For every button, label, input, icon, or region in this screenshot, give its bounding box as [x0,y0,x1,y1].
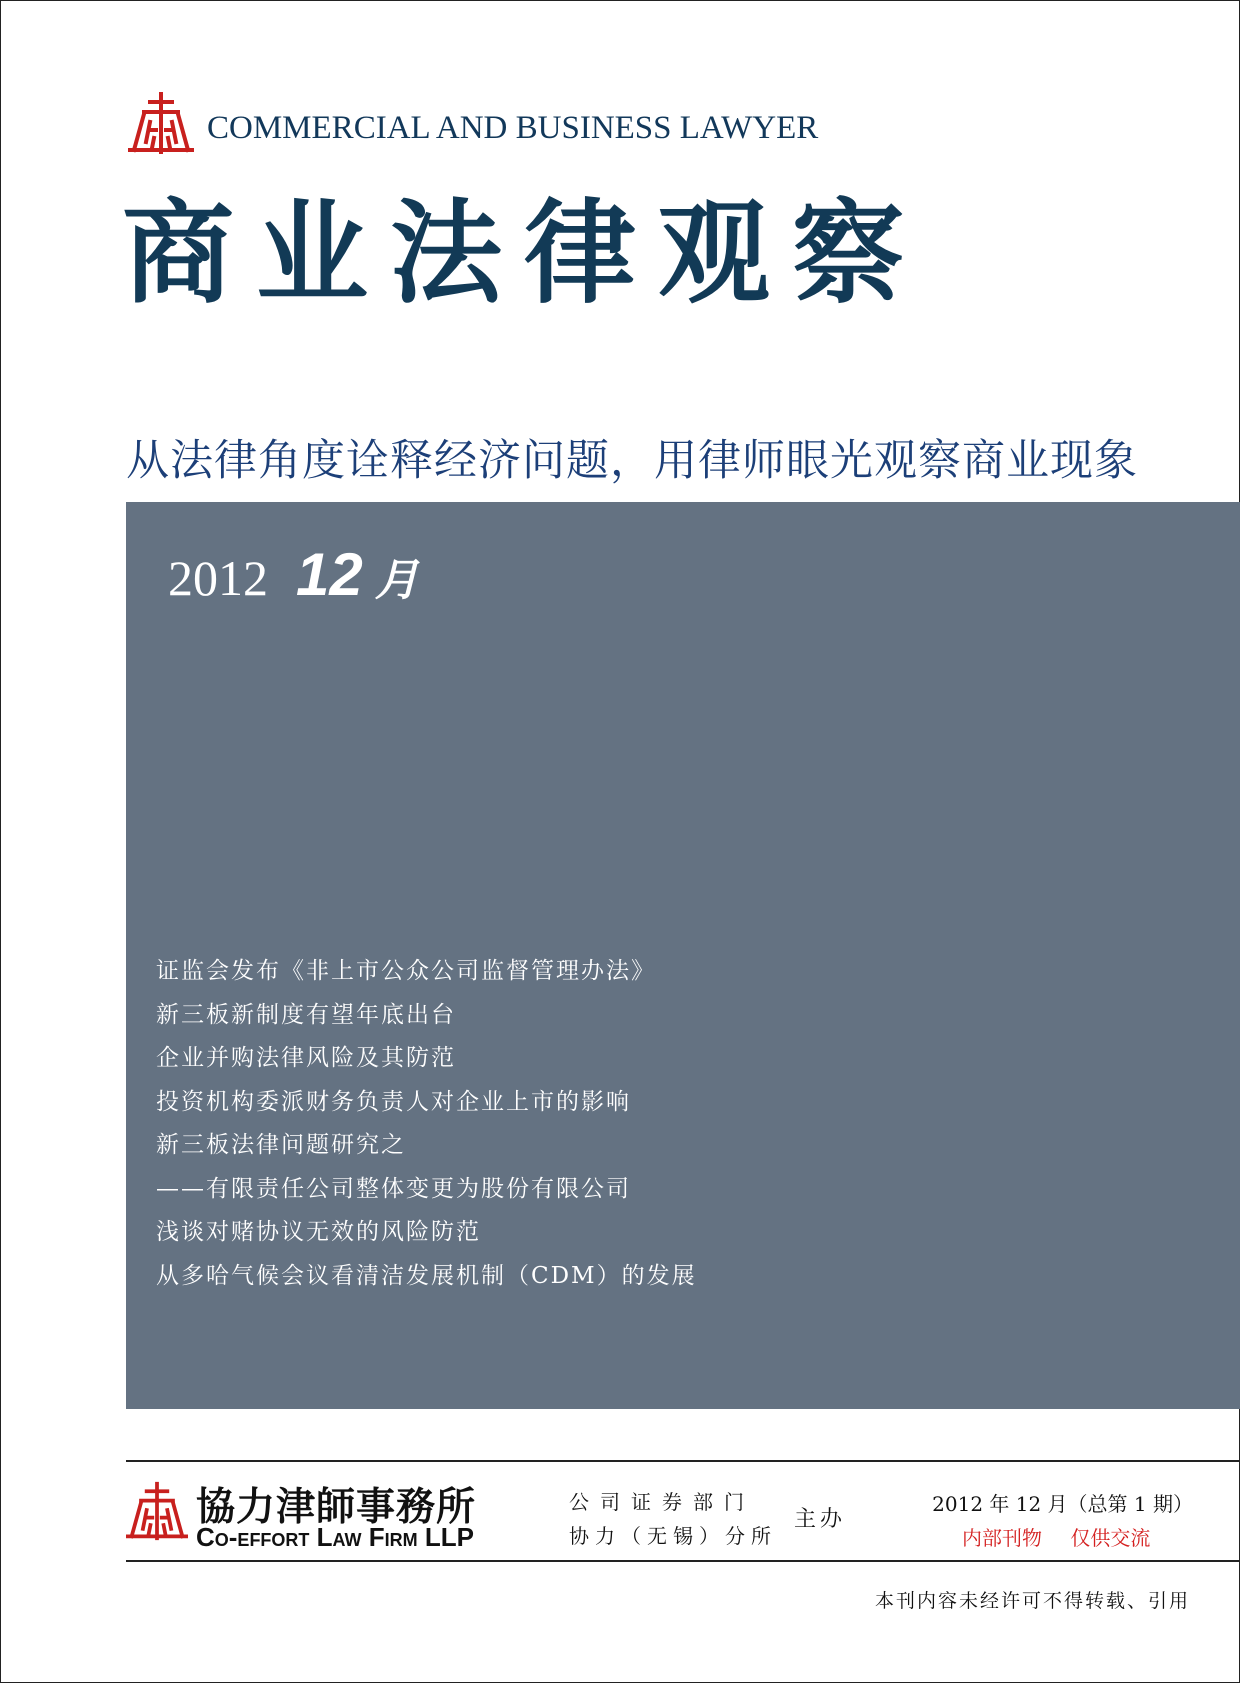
footer-bottom-rule [126,1560,1240,1562]
issue-date [168,540,419,609]
firm-name-chinese: 協力津師事務所 [196,1485,477,1530]
issue-month-char: 月 [374,555,419,606]
toc-item[interactable]: 从多哈气候会议看清洁发展机制（CDM）的发展 [156,1262,697,1289]
firm-name-english: Co-effort Law Firm LLP [196,1522,474,1552]
footer-top-rule [126,1460,1240,1462]
issue-info: 2012 年 12 月（总第 1 期） [932,1492,1193,1516]
table-of-contents [156,950,697,1298]
co-effort-logo-icon [128,92,194,154]
toc-item[interactable]: 企业并购法律风险及其防范 [156,1045,456,1071]
internal-use-note: 内部刊物 仅供交流 [962,1526,1151,1550]
toc-item[interactable]: 浅谈对赌协议无效的风险防范 [156,1219,481,1245]
sponsor-role: 主办 [794,1507,847,1532]
copyright-note: 本刊内容未经许可不得转载、引用 [874,1590,1190,1612]
magazine-english-title: COMMERCIAL AND BUSINESS LAWYER [207,110,819,146]
toc-item[interactable]: 投资机构委派财务负责人对企业上市的影响 [156,1088,631,1115]
toc-item[interactable]: 新三板法律问题研究之 [156,1132,406,1158]
sponsor-branch: 协力（无锡）分所 [569,1524,777,1548]
sponsor-department: 公司证券部门 [569,1490,755,1514]
issue-month-number: 12 [296,541,363,608]
toc-item[interactable]: 证监会发布《非上市公众公司监督管理办法》 [156,958,656,984]
magazine-chinese-title: 商业法律观察 [122,188,926,319]
issue-year: 2012 [168,550,268,606]
co-effort-logo-icon [126,1480,188,1542]
magazine-tagline: 从法律角度诠释经济问题，用律师眼光观察商业现象 [126,436,1138,486]
toc-item[interactable]: ——有限责任公司整体变更为股份有限公司 [156,1175,631,1202]
toc-item[interactable]: 新三板新制度有望年底出台 [156,1001,456,1028]
